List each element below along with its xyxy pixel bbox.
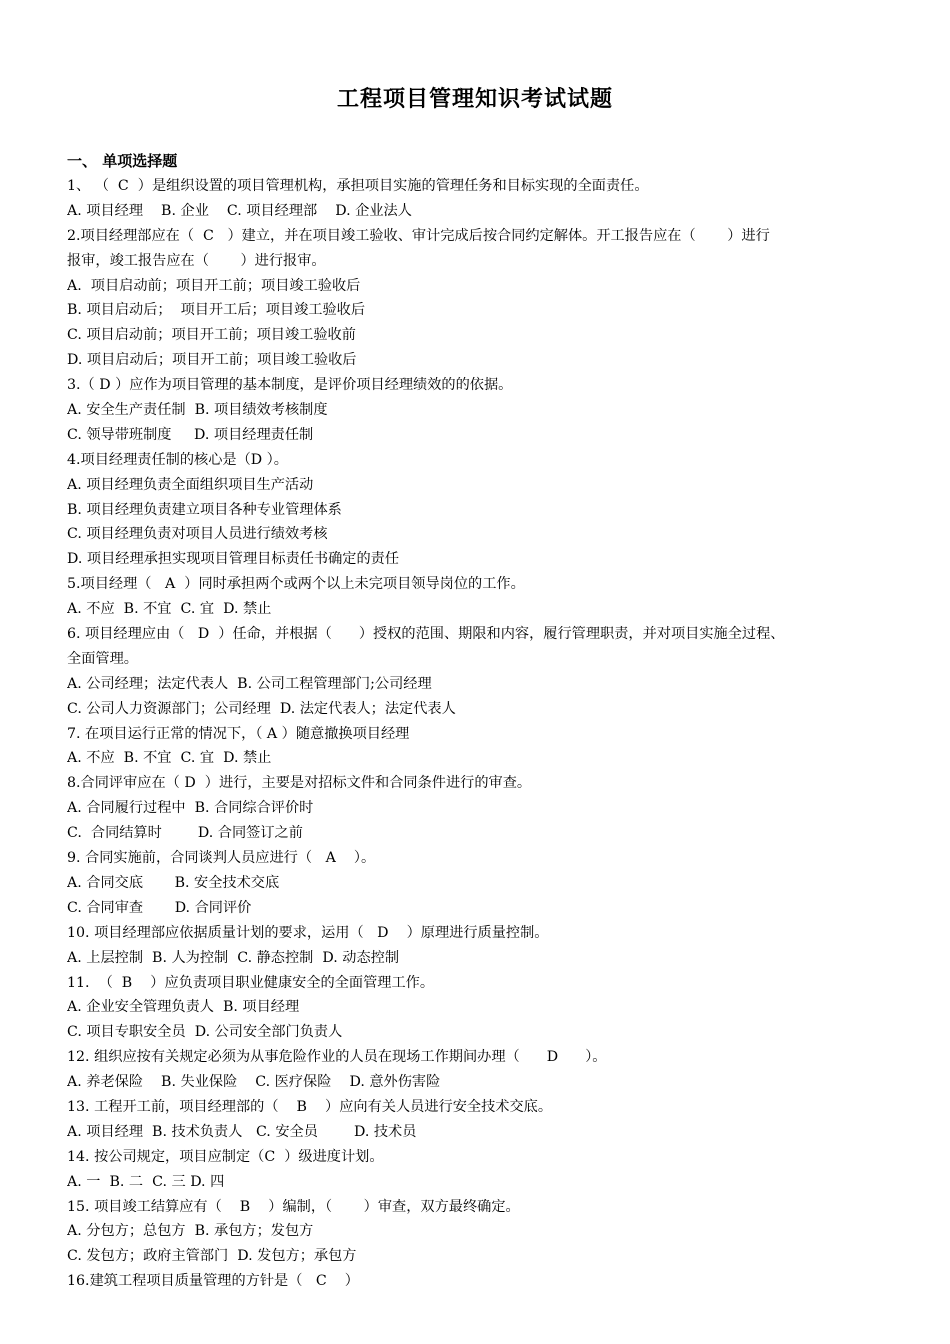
text-line: 报审，竣工报告应在（ ）进行报审。 [67,252,326,269]
text-line: A. 合同履行过程中 B. 合同综合评价时 [67,800,314,817]
text-line: A. 养老保险 B. 失业保险 C. 医疗保险 D. 意外伤害险 [67,1074,441,1091]
text-line: C. 发包方；政府主管部门 D. 发包方；承包方 [67,1248,357,1265]
text-line: A. 安全生产责任制 B. 项目绩效考核制度 [67,402,328,419]
text-line: A. 项目经理 B. 技术负责人 C. 安全员 D. 技术员 [67,1123,417,1140]
text-line: D. 项目经理承担实现项目管理目标责任书确定的责任 [67,551,400,568]
text-line: C. 项目启动前；项目开工前；项目竣工验收前 [67,327,356,344]
text-line: A. 一 B. 二 C. 三 D. 四 [67,1173,225,1190]
text-line: 5.项目经理（ A ）同时承担两个或两个以上未完项目领导岗位的工作。 [67,576,525,593]
text-line: A. 上层控制 B. 人为控制 C. 静态控制 D. 动态控制 [67,949,400,966]
text-line: A. 企业安全管理负责人 B. 项目经理 [67,999,300,1016]
text-line: A. 项目经理 B. 企业 C. 项目经理部 D. 企业法人 [67,202,412,219]
section-heading: 一、 单项选择题 [67,152,178,170]
text-line: A. 项目经理负责全面组织项目生产活动 [67,476,314,493]
text-line: C. 领导带班制度 D. 项目经理责任制 [67,426,314,443]
text-line: A. 公司经理；法定代表人 B. 公司工程管理部门;公司经理 [67,675,432,692]
text-line: A. 不应 B. 不宜 C. 宜 D. 禁止 [67,750,272,767]
text-line: 11. （ B ）应负责项目职业健康安全的全面管理工作。 [67,974,435,991]
text-line: C. 项目经理负责对项目人员进行绩效考核 [67,526,328,543]
text-line: B. 项目启动后； 项目开工后；项目竣工验收后 [67,302,366,319]
text-line: 10. 项目经理部应依据质量计划的要求，运用（ D ）原理进行质量控制。 [67,924,549,941]
text-line: 14. 按公司规定，项目应制定（C ）级进度计划。 [67,1148,384,1165]
text-line: C. 合同审查 D. 合同评价 [67,899,252,916]
text-line: 4.项目经理责任制的核心是（D ）。 [67,451,288,468]
page-title: 工程项目管理知识考试试题 [336,87,613,112]
text-line: 16.建筑工程项目质量管理的方针是（ C ） [67,1273,359,1290]
text-line: 3.（ D ）应作为项目管理的基本制度，是评价项目经理绩效的的依据。 [67,377,513,394]
text-line: A. 不应 B. 不宜 C. 宜 D. 禁止 [67,601,272,618]
question-text-block [67,174,917,1294]
text-line: 7. 在项目运行正常的情况下，（ A ）随意撤换项目经理 [67,725,410,742]
text-line: 15. 项目竣工结算应有（ B ）编制，（ ）审查，双方最终确定。 [67,1198,520,1215]
text-line: A. 项目启动前；项目开工前；项目竣工验收后 [67,277,361,294]
text-line: 全面管理。 [67,650,138,667]
text-line: A. 合同交底 B. 安全技术交底 [67,874,280,891]
text-line: C. 合同结算时 D. 合同签订之前 [67,825,303,842]
text-line: 6. 项目经理应由（ D ）任命，并根据（ ）授权的范围、期限和内容，履行管理职责，并对项目实施全过程、 [67,626,785,643]
text-line: 8.合同评审应在（ D ）进行，主要是对招标文件和合同条件进行的审查。 [67,775,532,792]
text-line: D. 项目启动后；项目开工前；项目竣工验收后 [67,352,357,369]
text-line: 12. 组织应按有关规定必须为从事危险作业的人员在现场工作期间办理（ D ）。 [67,1049,607,1066]
text-line: 2.项目经理部应在（ C ）建立，并在项目竣工验收、审计完成后按合同约定解体。开工报告应在（ ）进行 [67,227,770,244]
text-line: 13. 工程开工前，项目经理部的（ B ）应向有关人员进行安全技术交底。 [67,1098,553,1115]
text-line: 9. 合同实施前，合同谈判人员应进行（ A ）。 [67,850,376,867]
text-line: B. 项目经理负责建立项目各种专业管理体系 [67,501,342,518]
text-line: A. 分包方；总包方 B. 承包方；发包方 [67,1223,314,1240]
text-line: 1、 （ C ）是组织设置的项目管理机构，承担项目实施的管理任务和目标实现的全面责任。 [67,178,649,194]
text-line: C. 项目专职安全员 D. 公司安全部门负责人 [67,1024,343,1041]
text-line: C. 公司人力资源部门；公司经理 D. 法定代表人；法定代表人 [67,700,456,717]
